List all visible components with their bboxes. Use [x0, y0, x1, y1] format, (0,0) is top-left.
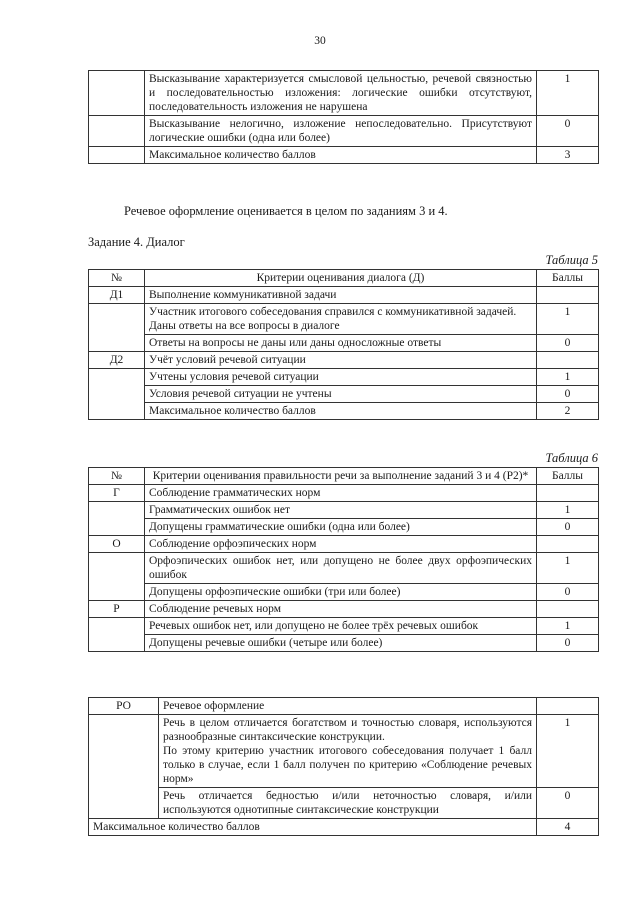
- table-speech-formatting: [88, 697, 599, 836]
- criterion-text: [159, 715, 537, 788]
- score-cell: 1: [537, 715, 599, 788]
- table-row: [89, 715, 599, 788]
- table-row: [89, 287, 599, 304]
- table5-caption: Таблица 5: [545, 253, 598, 267]
- criterion-title: Соблюдение речевых норм: [145, 601, 537, 618]
- max-score-value: 2: [537, 403, 599, 420]
- table-header-row: [89, 270, 599, 287]
- criterion-code: РО: [89, 698, 159, 715]
- col-header-number: №: [89, 468, 145, 485]
- criterion-text: [145, 304, 537, 335]
- col-header-criteria: Критерии оценивания правильности речи за выполнение заданий 3 и 4 (Р2)*: [145, 468, 537, 485]
- col-header-number: №: [89, 270, 145, 287]
- table-row: [89, 536, 599, 553]
- max-score-label: Максимальное количество баллов: [145, 403, 537, 420]
- section-title: Задание 4. Диалог: [88, 235, 185, 249]
- empty-cell: [537, 536, 599, 553]
- table-row: [89, 502, 599, 519]
- table-row: [89, 71, 599, 116]
- criterion-code: Р: [89, 601, 145, 618]
- table-row: [89, 635, 599, 652]
- score-cell: 1: [537, 553, 599, 584]
- criterion-text: Речь отличается бедностью и/или неточностью словаря, и/или используются однотипные синтаксические конструкции: [159, 788, 537, 819]
- criterion-text: Условия речевой ситуации не учтены: [145, 386, 537, 403]
- table-row: [89, 519, 599, 536]
- empty-cell: [89, 502, 145, 536]
- table-row: [89, 819, 599, 836]
- max-score-label: Максимальное количество баллов: [89, 819, 537, 836]
- score-cell: 0: [537, 584, 599, 601]
- table-row: [89, 584, 599, 601]
- criterion-code: Д1: [89, 287, 145, 304]
- empty-cell: [89, 147, 145, 164]
- table-row: [89, 147, 599, 164]
- col-header-criteria: Критерии оценивания диалога (Д): [145, 270, 537, 287]
- empty-cell: [89, 715, 159, 819]
- table-row: [89, 553, 599, 584]
- criterion-title: Учёт условий речевой ситуации: [145, 352, 537, 369]
- criterion-text: Орфоэпических ошибок нет, или допущено не более двух орфоэпических ошибок: [145, 553, 537, 584]
- col-header-score: Баллы: [537, 270, 599, 287]
- score-cell: 1: [537, 71, 599, 116]
- score-cell: 0: [537, 386, 599, 403]
- table6-caption: Таблица 6: [545, 451, 598, 465]
- criterion-title: Соблюдение орфоэпических норм: [145, 536, 537, 553]
- score-cell: 0: [537, 788, 599, 819]
- table5-dialog: [88, 269, 599, 420]
- criterion-title: Соблюдение грамматических норм: [145, 485, 537, 502]
- table-row: [89, 485, 599, 502]
- table-row: [89, 403, 599, 420]
- empty-cell: [537, 352, 599, 369]
- max-score-value: 4: [537, 819, 599, 836]
- criterion-text: Ответы на вопросы не даны или даны односложные ответы: [145, 335, 537, 352]
- criterion-code: Г: [89, 485, 145, 502]
- table-row: [89, 335, 599, 352]
- criterion-text: Допущены грамматические ошибки (одна или более): [145, 519, 537, 536]
- table6-speech-correctness: [88, 467, 599, 652]
- criterion-note: По этому критерию участник итогового собеседования получает 1 балл только в случае, если 1 балл получен по критерию «Соблюдение речевых норм»: [163, 745, 532, 786]
- empty-cell: [89, 618, 145, 652]
- score-cell: 1: [537, 369, 599, 386]
- empty-cell: [89, 116, 145, 147]
- table-row: [89, 698, 599, 715]
- empty-cell: [89, 553, 145, 601]
- table-row: [89, 601, 599, 618]
- max-score-value: 3: [537, 147, 599, 164]
- empty-cell: [537, 485, 599, 502]
- score-cell: 0: [537, 116, 599, 147]
- criterion-text: Речевых ошибок нет, или допущено не более трёх речевых ошибок: [145, 618, 537, 635]
- criterion-text-paragraph: Речь в целом отличается богатством и точностью словаря, используются разнообразные синтаксические конструкции.: [163, 717, 532, 744]
- criterion-title: Речевое оформление: [159, 698, 537, 715]
- empty-cell: [537, 698, 599, 715]
- criterion-text: Грамматических ошибок нет: [145, 502, 537, 519]
- criterion-title: Выполнение коммуникативной задачи: [145, 287, 537, 304]
- empty-cell: [537, 601, 599, 618]
- page-number: 30: [314, 35, 326, 47]
- score-cell: 1: [537, 502, 599, 519]
- score-cell: 1: [537, 304, 599, 335]
- empty-cell: [89, 71, 145, 116]
- criterion-text-line: Участник итогового собеседования справился с коммуникативной задачей.: [149, 306, 517, 319]
- col-header-score: Баллы: [537, 468, 599, 485]
- table-header-row: [89, 468, 599, 485]
- criterion-text-line: Даны ответы на все вопросы в диалоге: [149, 320, 340, 333]
- table-row: [89, 352, 599, 369]
- table-row: [89, 618, 599, 635]
- table-row: [89, 369, 599, 386]
- table-logic-criteria: [88, 70, 599, 164]
- criterion-code: Д2: [89, 352, 145, 369]
- criterion-text: Высказывание характеризуется смысловой цельностью, речевой связностью и последовательностью изложения: логические ошибки отсутствуют, последовательность изложения не нарушена: [145, 71, 537, 116]
- criterion-text: Высказывание нелогично, изложение непоследовательно. Присутствуют логические ошибки (одна или более): [145, 116, 537, 147]
- score-cell: 0: [537, 335, 599, 352]
- empty-cell: [89, 304, 145, 352]
- criterion-text: Допущены орфоэпические ошибки (три или более): [145, 584, 537, 601]
- criterion-text: Допущены речевые ошибки (четыре или более): [145, 635, 537, 652]
- criterion-code: О: [89, 536, 145, 553]
- table-row: [89, 304, 599, 335]
- score-cell: 1: [537, 618, 599, 635]
- scoring-note: Речевое оформление оценивается в целом по заданиям 3 и 4.: [124, 204, 448, 218]
- score-cell: 0: [537, 519, 599, 536]
- empty-cell: [89, 369, 145, 420]
- score-cell: 0: [537, 635, 599, 652]
- table-row: [89, 116, 599, 147]
- empty-cell: [537, 287, 599, 304]
- table-row: [89, 386, 599, 403]
- max-score-label: Максимальное количество баллов: [145, 147, 537, 164]
- criterion-text: Учтены условия речевой ситуации: [145, 369, 537, 386]
- table-row: [89, 788, 599, 819]
